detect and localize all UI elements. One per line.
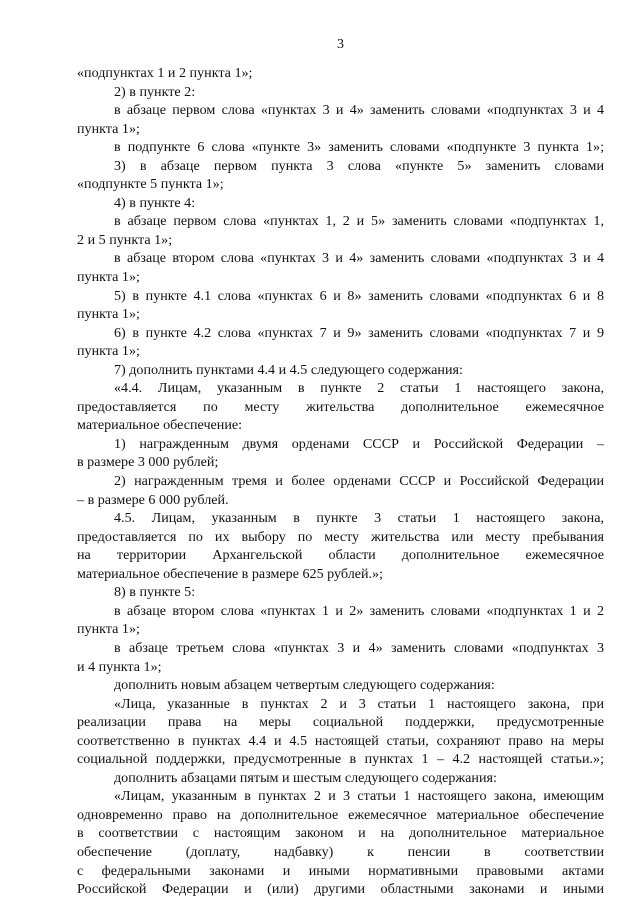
text-line: 2 и 5 пункта 1»; <box>77 231 173 248</box>
text-line: в размере 3 000 рублей; <box>77 454 219 471</box>
text-line: в абзаце первом слова «пунктах 3 и 4» заменить словами «подпунктах 3 и 4 <box>114 102 604 119</box>
text-line: пункта 1»; <box>77 269 140 286</box>
text-line: реализации права на меры социальной поддержки, предусмотренные <box>77 714 604 731</box>
text-line: «подпункте 5 пункта 1»; <box>77 176 224 193</box>
text-line: 6) в пункте 4.2 слова «пунктах 7 и 9» заменить словами «подпунктах 7 и 9 <box>114 324 604 341</box>
text-line: 2) в пункте 2: <box>114 83 196 100</box>
text-line: дополнить новым абзацем четвертым следующего содержания: <box>114 677 495 694</box>
text-line: «Лица, указанные в пунктах 2 и 3 статьи 1 настоящего закона, при <box>114 695 604 712</box>
text-line: в соответствии с настоящим законом и на дополнительное материальное <box>77 825 604 842</box>
text-line: материальное обеспечение: <box>77 417 243 434</box>
text-line: в абзаце первом слова «пунктах 1, 2 и 5» заменить словами «подпунктах 1, <box>114 213 604 230</box>
text-line: с федеральными законами и иными нормативными правовыми актами <box>77 862 604 879</box>
text-line: и 4 пункта 1»; <box>77 658 162 675</box>
text-line: в абзаце третьем слова «пунктах 3 и 4» заменить словами «подпунктах 3 <box>114 639 604 656</box>
text-line: одновременно право на дополнительное ежемесячное материальное обеспечение <box>77 806 604 823</box>
text-line: предоставляется по месту жительства дополнительное ежемесячное <box>77 398 604 415</box>
text-line: «Лицам, указанным в пунктах 2 и 3 статьи 1 настоящего закона, имеющим <box>114 788 604 805</box>
text-line: «подпунктах 1 и 2 пункта 1»; <box>77 65 253 81</box>
text-line: Российской Федерации и (или) другими областными законами и иными <box>77 881 604 898</box>
text-line: пункта 1»; <box>77 306 140 323</box>
text-line: предоставляется по их выбору по месту жительства или месту пребывания <box>77 528 604 545</box>
text-line: на территории Архангельской области дополнительное ежемесячное <box>77 547 604 564</box>
document-body <box>77 64 604 899</box>
text-line: 4.5. Лицам, указанным в пункте 3 статьи 1 настоящего закона, <box>114 510 604 527</box>
text-line: соответственно в пунктах 4.4 и 4.5 настоящей статьи, сохраняют право на меры <box>77 732 604 749</box>
text-line: 3) в абзаце первом пункта 3 слова «пункте 5» заменить словами <box>114 157 604 174</box>
text-line: пункта 1»; <box>77 621 140 638</box>
text-line: в абзаце втором слова «пунктах 1 и 2» заменить словами «подпунктах 1 и 2 <box>114 602 604 619</box>
text-line: материальное обеспечение в размере 625 рублей.»; <box>77 565 384 582</box>
text-line: социальной поддержки, предусмотренные в пунктах 1 – 4.2 настоящей статьи.»; <box>77 751 604 768</box>
text-line: 8) в пункте 5: <box>114 584 196 601</box>
text-line: 1) награжденным двумя орденами СССР и Российской Федерации – <box>114 435 604 452</box>
text-line: 2) награжденным тремя и более орденами СССР и Российской Федерации <box>114 473 604 490</box>
text-line: – в размере 6 000 рублей. <box>77 491 229 508</box>
text-line: 5) в пункте 4.1 слова «пунктах 6 и 8» заменить словами «подпунктах 6 и 8 <box>114 287 604 304</box>
text-line: обеспечение (доплату, надбавку) к пенсии в соответствии <box>77 843 604 860</box>
text-line: пункта 1»; <box>77 120 140 137</box>
text-line: дополнить абзацами пятым и шестым следующего содержания: <box>114 769 497 786</box>
document-page <box>77 36 604 899</box>
text-line: «4.4. Лицам, указанным в пункте 2 статьи 1 настоящего закона, <box>114 380 604 397</box>
text-line: пункта 1»; <box>77 343 140 360</box>
text-line: 4) в пункте 4: <box>114 194 196 211</box>
text-line: в абзаце втором слова «пунктах 3 и 4» заменить словами «подпунктах 3 и 4 <box>114 250 604 267</box>
page-number: 3 <box>337 37 344 52</box>
text-line: в подпункте 6 слова «пункте 3» заменить словами «подпункте 3 пункта 1»; <box>114 139 604 156</box>
text-line: 7) дополнить пунктами 4.4 и 4.5 следующего содержания: <box>114 361 463 378</box>
